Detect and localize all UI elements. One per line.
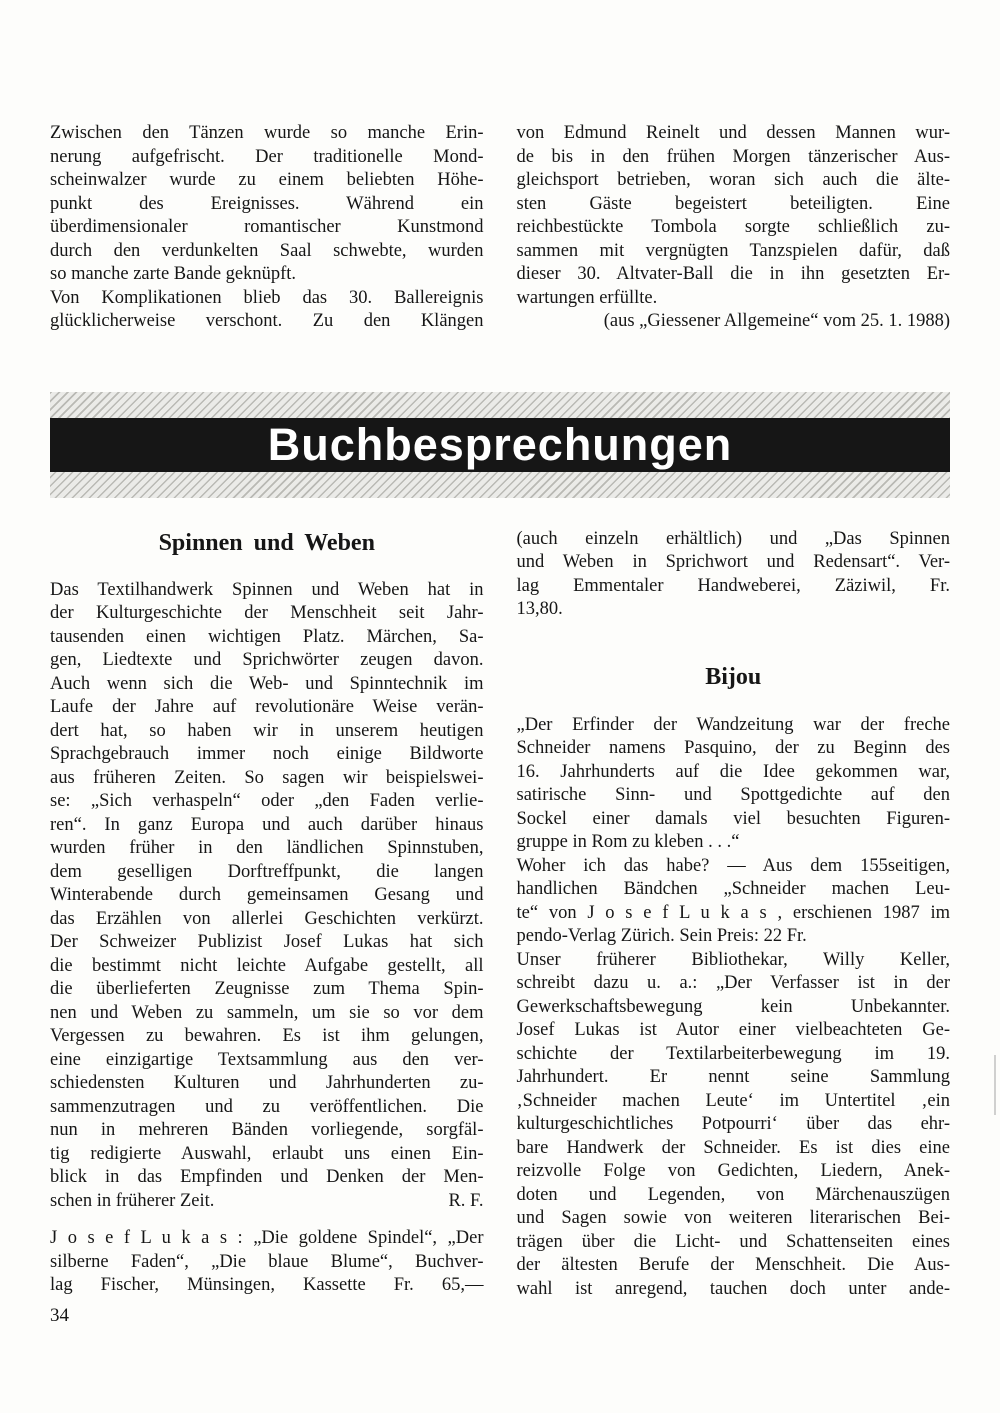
text-line: handlichen Bändchen „Schneider machen Leu- — [516, 879, 950, 899]
text-line: eine einzigartige Textsammlung aus den ver- — [50, 1049, 484, 1070]
author-initials: R. F. — [448, 1190, 484, 1211]
text-line: bare Handwerk der Schneider. Es ist dies eine — [516, 1137, 950, 1158]
text-line: ‚Schneider machen Leute‘ im Untertitel ‚ein — [516, 1090, 950, 1111]
bijou-review-body — [517, 714, 951, 1302]
spinnen-publisher-note — [50, 1227, 484, 1298]
text-line: blick in das Empfinden und Denken der Men- — [50, 1167, 484, 1187]
text-line: tausenden einen wichtigen Platz. Märchen, Sa- — [50, 626, 484, 647]
text-line: schiedensten Kulturen und Jahrhunderten zu- — [50, 1073, 484, 1093]
text-line: so manche zarte Bande geknüpft. — [50, 264, 297, 284]
text-line: te“ von J o s e f L u k a s , erschienen 1987 im — [516, 902, 950, 923]
banner-band — [50, 418, 950, 472]
text-line: der ältesten Berufe der Menschheit. Die Aus- — [516, 1255, 950, 1275]
text-line: Gewerkschaftsbewegung kein Unbekannter. — [516, 996, 950, 1017]
text-line: Auch wenn sich die Web- und Spinntechnik im — [50, 673, 484, 694]
page-number: 34 — [50, 1305, 69, 1326]
text-line: sten Gäste begeistert beteiligten. Eine — [516, 193, 950, 214]
review-heading-spinnen: Spinnen und Weben — [158, 529, 375, 556]
text-line: Josef Lukas ist Autor einer vielbeachteten Ge- — [516, 1020, 950, 1040]
text-line: doten und Legenden, von Märchenauszügen — [516, 1184, 950, 1205]
text-line: Von Komplikationen blieb das 30. Ballereignis — [50, 287, 484, 308]
text-line: Winterabende durch gemeinsamen Gesang und — [50, 885, 484, 905]
text-line: satirische Sinn- und Spottgedichte auf den — [516, 785, 950, 805]
text-line: „Der Erfinder der Wandzeitung war der freche — [516, 714, 950, 735]
text-line: (aus „Giessener Allgemeine“ vom 25. 1. 1988) — [603, 311, 950, 331]
text-line: Sockel einer damals viel besuchten Figuren- — [516, 808, 950, 829]
intro-section — [50, 122, 950, 334]
intro-left-column — [50, 122, 484, 334]
text-line: kulturgeschichtliches Potpourri‘ über das ehr- — [516, 1114, 950, 1134]
text-line: nerung aufgefrischt. Der traditionelle Mond- — [50, 146, 484, 167]
text-line: Vergessen zu bewahren. Es ist ihm gelungen, — [50, 1026, 484, 1046]
text-line: lag Fischer, Münsingen, Kassette Fr. 65,— — [50, 1275, 484, 1295]
text-line — [50, 1190, 484, 1214]
text-line: Sprachgebrauch immer noch einige Bildworte — [50, 744, 484, 764]
text-line: und Sagen sowie von weiteren literarischen Bei- — [516, 1208, 950, 1228]
text-line: durch den verdunkelten Saal schwebte, wurden — [50, 240, 484, 261]
text-line: wurden früher in den ländlichen Spinnstuben, — [50, 838, 484, 858]
text-line: pendo-Verlag Zürich. Sein Preis: 22 Fr. — [516, 926, 807, 946]
text-line: das Erzählen von allerlei Geschichten verkürzt. — [50, 908, 484, 929]
text-line: und Weben in Sprichwort und Redensart“. Ver- — [516, 552, 950, 572]
text-line: Das Textilhandwerk Spinnen und Weben hat in — [50, 579, 484, 600]
text-line: reizvolle Folge von Gedichten, Liedern, Anek- — [516, 1161, 950, 1181]
text-line: nun in mehreren Bänden vorliegende, sorgfäl- — [50, 1120, 484, 1140]
text-line: nen und Weben zu sammeln, um sie so vor dem — [50, 1002, 484, 1023]
text-line: Zwischen den Tänzen wurde so manche Erin- — [50, 123, 484, 143]
intro-right-column — [517, 122, 951, 334]
spinnen-review-body — [50, 579, 484, 1214]
section-banner — [50, 392, 950, 498]
text-line: Laufe der Jahre auf revolutionäre Weise verän- — [50, 697, 484, 717]
text-line: von Edmund Reinelt und dessen Mannen wur- — [516, 123, 950, 143]
text-line: Jahrhundert. Er nennt seine Sammlung — [516, 1067, 950, 1087]
text-line: J o s e f L u k a s : „Die goldene Spindel“, „Der — [50, 1228, 484, 1248]
text-line: de bis in den frühen Morgen tänzerischer Aus- — [516, 146, 950, 167]
text-line: dieser 30. Altvater-Ball die in ihn gesetzten Er- — [516, 264, 950, 284]
text-line: silberne Faden“, „Die blaue Blume“, Buchver- — [50, 1251, 484, 1272]
reviews-section — [50, 528, 950, 1302]
text-line: dem geselligen Dorftreffpunkt, die langen — [50, 861, 484, 882]
text-line: (auch einzeln erhältlich) und „Das Spinnen — [516, 528, 950, 549]
text-line: 16. Jahrhunderts auf die Idee gekommen war, — [516, 761, 950, 782]
text-line: die überlieferten Zeugnisse zum Thema Spin- — [50, 979, 484, 999]
text-line: lag Emmentaler Handweberei, Zäziwil, Fr. — [516, 575, 950, 596]
text-line: wartungen erfüllte. — [516, 287, 658, 308]
review-right-column — [517, 528, 951, 1302]
text-line: aus früheren Zeiten. So sagen wir beispielswei- — [50, 767, 484, 788]
text-line: reichbestückte Tombola sorgte schließlich zu- — [516, 217, 950, 237]
text-line: 13,80. — [516, 599, 563, 619]
text-line: trägen über die Licht- und Schattenseiten eines — [516, 1231, 950, 1252]
text-line: Unser früherer Bibliothekar, Willy Keller, — [516, 949, 950, 970]
text-line: sammen mit vergnügten Tanzspielen dafür, daß — [516, 240, 950, 261]
spinnen-review-continuation — [517, 528, 951, 622]
text-line: ren“. In ganz Europa und auch darüber hinaus — [50, 814, 484, 835]
scan-artifact-line — [994, 1055, 996, 1115]
text-line: gleichsport betrieben, woran sich auch die älte- — [516, 170, 950, 190]
text-line: gen, Liedtexte und Sprichwörter zeugen davon. — [50, 650, 484, 670]
text-line: der Kulturgeschichte der Menschheit seit Jahr- — [50, 603, 484, 623]
text-line: die bestimmt nicht leichte Aufgabe gestellt, all — [50, 955, 484, 976]
text-line: schichte der Textilarbeiterbewegung im 19. — [516, 1043, 950, 1064]
text-line: punkt des Ereignisses. Während ein — [50, 193, 484, 214]
text-line: glücklicherweise verschont. Zu den Klängen — [50, 311, 484, 331]
text-line: wahl ist anregend, tauchen doch unter ande- — [516, 1278, 950, 1299]
text-line: überdimensionaler romantischer Kunstmond — [50, 217, 484, 237]
text-line: scheinwalzer wurde zu einem beliebten Höhe- — [50, 170, 484, 190]
text-line: Woher ich das habe? — Aus dem 155seitigen, — [516, 855, 950, 876]
text-line: sammenzutragen und zu veröffentlichen. Die — [50, 1096, 484, 1117]
text-line: Schneider namens Pasquino, der zu Beginn des — [516, 738, 950, 758]
review-heading-bijou: Bijou — [705, 663, 762, 690]
line-text: schen in früherer Zeit. — [50, 1190, 215, 1211]
banner-title: Buchbesprechungen — [267, 419, 733, 470]
text-line: tig redigierte Auswahl, erlaubt uns einen Ein- — [50, 1143, 484, 1164]
text-line: se: „Sich verhaspeln“ oder „den Faden verlie- — [50, 791, 484, 811]
text-line: gruppe in Rom zu kleben . . .“ — [516, 832, 740, 852]
text-line: dert hat, so haben wir in unserem heutigen — [50, 720, 484, 741]
review-left-column — [50, 528, 484, 1302]
text-line: Der Schweizer Publizist Josef Lukas hat sich — [50, 932, 484, 952]
text-line: schreibt dazu u. a.: „Der Verfasser ist in der — [516, 973, 950, 993]
